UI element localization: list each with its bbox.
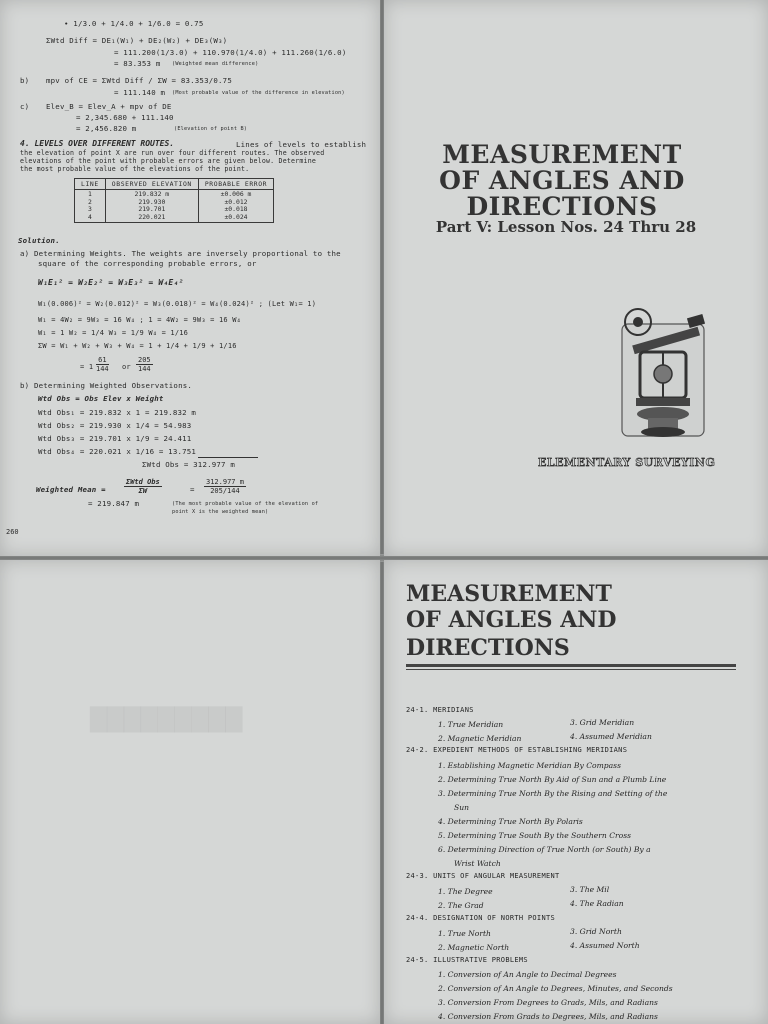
cell: ±0.006 m — [220, 190, 252, 198]
title-rule — [406, 669, 736, 670]
cell: 219.701 — [138, 205, 166, 213]
column-header: LINE — [75, 179, 106, 190]
section-number: 24-2. — [406, 746, 429, 754]
toc-section — [406, 914, 555, 922]
sum-rule — [198, 457, 258, 458]
paragraph-line: elevations of the point with probable errors are given below. Determine — [20, 157, 317, 165]
toc-item: 3. The Mil — [570, 885, 610, 894]
numerator: 312.977 m — [206, 478, 244, 486]
eq-line: = 83.353 m — [114, 59, 161, 68]
denominator: 144 — [96, 365, 109, 373]
toc-item: 2. Magnetic North — [438, 943, 510, 952]
numerator: 61 — [96, 356, 109, 365]
item-label: c) — [20, 102, 30, 111]
cell: 220.021 — [138, 212, 166, 221]
eq-line: ΣW = W₁ + W₂ + W₃ + W₄ = 1 + 1/4 + 1/9 + 1/16 — [38, 342, 237, 350]
toc-item: Wrist Watch — [454, 859, 501, 868]
fraction — [96, 356, 109, 373]
eq-prefix: = 1 — [80, 363, 94, 371]
solution-label: Solution. — [18, 236, 60, 245]
toc-section — [406, 746, 627, 754]
eq-line: W₁ = 1 W₂ = 1/4 W₃ = 1/9 W₄ = 1/16 — [38, 329, 189, 337]
eq-note: (Weighted mean difference) — [172, 61, 259, 67]
toc-item: 2. Magnetic Meridian — [438, 734, 522, 743]
paragraph-line: a) Determining Weights. The weights are inversely proportional to the — [20, 249, 341, 258]
toc-item: 1. Establishing Magnetic Meridian By Compass — [438, 761, 621, 770]
cell: 3 — [87, 205, 92, 213]
toc-item: 3. Determining True North By the Rising and Setting of the — [438, 789, 668, 798]
obs-row: Wtd Obs₁ = 219.832 x 1 = 219.832 m — [38, 408, 197, 417]
eq-line: W₁(0.006)² = W₂(0.012)² = W₃(0.018)² = W₄(0.024)² ; (Let W₁= 1) — [38, 300, 317, 308]
section-number: 24-1. — [406, 706, 429, 714]
toc-item: 2. Conversion of An Angle to Degrees, Minutes, and Seconds — [438, 984, 673, 993]
toc-item: 3. Grid Meridian — [570, 718, 635, 727]
eq-or: or — [122, 363, 131, 371]
mean-note: point X is the weighted mean) — [172, 509, 269, 515]
paragraph-line: Lines of levels to establish — [236, 140, 367, 149]
section-4-title: 4. LEVELS OVER DIFFERENT ROUTES. — [20, 139, 175, 148]
page-260 — [0, 0, 380, 556]
cell: 219.930 — [138, 197, 166, 206]
cell: ±0.018 — [224, 205, 248, 213]
mean-result: = 219.847 m — [88, 499, 140, 508]
table-row — [75, 190, 274, 223]
eq-note: (Most probable value of the difference in elevation) — [172, 90, 345, 96]
toc-item: 4. Assumed North — [570, 941, 640, 950]
fraction — [204, 478, 246, 495]
denominator: 144 — [138, 365, 151, 373]
fraction — [124, 478, 162, 495]
column-header: OBSERVED ELEVATION — [105, 179, 198, 190]
eq-line: = 111.140 m — [114, 88, 166, 97]
cell: 1 — [87, 190, 92, 198]
item-label: b) — [20, 76, 30, 85]
toc-item: 1. The Degree — [438, 887, 493, 896]
paragraph-line: the most probable value of the elevations of the point. — [20, 165, 250, 173]
eq-note: (Elevation of point B) — [174, 126, 248, 132]
denominator: 205/144 — [210, 487, 240, 495]
obs-row: Wtd Obs₄ = 220.021 x 1/16 = 13.751 — [38, 447, 197, 456]
column-header: PROBABLE ERROR — [198, 179, 273, 190]
section-title: MERIDIANS — [433, 706, 474, 714]
title-rule — [406, 664, 736, 667]
toc-item: Sun — [454, 803, 469, 812]
toc-item: 1. Conversion of An Angle to Decimal Degrees — [438, 970, 617, 979]
contents-title-line: DIRECTIONS — [406, 635, 570, 661]
cell: 2 — [87, 197, 92, 206]
section-number: 24-4. — [406, 914, 429, 922]
toc-item: 2. Determining True North By Aid of Sun and a Plumb Line — [438, 775, 667, 784]
toc-item: 4. Determining True North By Polaris — [438, 817, 583, 826]
sum-line: ΣWtd Obs = 312.977 m — [142, 460, 235, 469]
toc-section — [406, 872, 560, 880]
eq-line: ΣWtd Diff = DE₁(W₁) + DE₂(W₂) + DE₃(W₃) — [46, 36, 228, 45]
eq-sign: = — [190, 485, 195, 494]
contents-title-line: OF ANGLES AND — [406, 607, 617, 633]
paragraph-line: the elevation of point X are run over four different routes. The observed — [20, 149, 325, 157]
paragraph-line: square of the corresponding probable errors, or — [38, 259, 257, 268]
table-header-row — [75, 179, 274, 190]
error-cells — [198, 190, 273, 223]
cell: ±0.024 — [224, 212, 248, 221]
section-number: 24-5. — [406, 956, 429, 964]
observation-table — [74, 178, 274, 223]
toc-item: 3. Conversion From Degrees to Grads, Mils, and Radians — [438, 998, 658, 1007]
fraction — [136, 356, 153, 373]
eq-line: mpv of CE = ΣWtd Diff / ΣW = 83.353/0.75 — [46, 76, 232, 85]
cover-title-line: DIRECTIONS — [466, 192, 658, 221]
cover-subtitle: Part V: Lesson Nos. 24 Thru 28 — [435, 218, 697, 236]
obs-row: Wtd Obs₃ = 219.701 x 1/9 = 24.411 — [38, 434, 192, 443]
theodolite-icon — [612, 300, 712, 448]
toc-item: 3. Grid North — [570, 927, 622, 936]
cover-title-line: MEASUREMENT — [442, 140, 682, 169]
section-title: ILLUSTRATIVE PROBLEMS — [433, 956, 528, 964]
eq-line: = 111.200(1/3.0) + 110.970(1/4.0) + 111.260(1/6.0) — [114, 48, 347, 57]
page-number: 260 — [6, 528, 19, 536]
eq-line: = 2,345.680 + 111.140 — [76, 113, 174, 122]
contents-title-line: MEASUREMENT — [406, 581, 612, 607]
toc-item: 4. Assumed Meridian — [570, 732, 652, 741]
section-title: EXPEDIENT METHODS OF ESTABLISHING MERIDIANS — [433, 746, 628, 754]
eq-line: Elev_B = Elev_A + mpv of DE — [46, 102, 172, 111]
toc-section — [406, 706, 474, 714]
part-cover-page — [384, 0, 768, 556]
show-through-shadow: █████████ — [90, 707, 243, 733]
obs-row: Wtd Obs₂ = 219.930 x 1/4 = 54.983 — [38, 421, 192, 430]
mean-note: (The most probable value of the elevation of — [172, 501, 319, 507]
toc-item: 2. The Grad — [438, 901, 484, 910]
toc-item: 5. Determining True South By the Southern Cross — [438, 831, 632, 840]
section-title: UNITS OF ANGULAR MEASUREMENT — [433, 872, 560, 880]
formula-line: Wtd Obs = Obs Elev x Weight — [38, 394, 164, 403]
toc-item: 6. Determining Direction of True North (or South) By a — [438, 845, 651, 854]
section-title: DESIGNATION OF NORTH POINTS — [433, 914, 555, 922]
blank-page — [0, 560, 380, 1024]
toc-item: 1. True Meridian — [438, 720, 504, 729]
eq-line: = 2,456.820 m — [76, 124, 137, 133]
denominator: ΣW — [138, 487, 148, 495]
cell: ±0.012 — [224, 197, 248, 206]
eq-line: • 1/3.0 + 1/4.0 + 1/6.0 = 0.75 — [64, 19, 204, 28]
cell: 4 — [87, 212, 92, 221]
section-number: 24-3. — [406, 872, 429, 880]
elevation-cells — [105, 190, 198, 223]
publisher-brand: ELEMENTARY SURVEYING — [538, 456, 716, 469]
numerator: 205 — [138, 356, 151, 364]
eq-line: W₁E₁² = W₂E₂² = W₃E₃² = W₄E₄² — [38, 278, 184, 287]
mean-label: Weighted Mean = — [36, 485, 106, 494]
paragraph-line: b) Determining Weighted Observations. — [20, 381, 193, 390]
toc-item: 1. True North — [438, 929, 491, 938]
line-cells — [75, 190, 106, 223]
toc-item: 4. The Radian — [570, 899, 624, 908]
cell: 219.832 m — [134, 190, 170, 198]
numerator: ΣWtd Obs — [126, 478, 160, 486]
cover-title-line: OF ANGLES AND — [439, 166, 685, 195]
eq-line: W₁ = 4W₂ = 9W₃ = 16 W₄ ; 1 = 4W₂ = 9W₃ = 16 W₄ — [38, 316, 242, 324]
toc-item: 4. Conversion From Grads to Degrees, Mils, and Radians — [438, 1012, 658, 1021]
toc-section — [406, 956, 528, 964]
